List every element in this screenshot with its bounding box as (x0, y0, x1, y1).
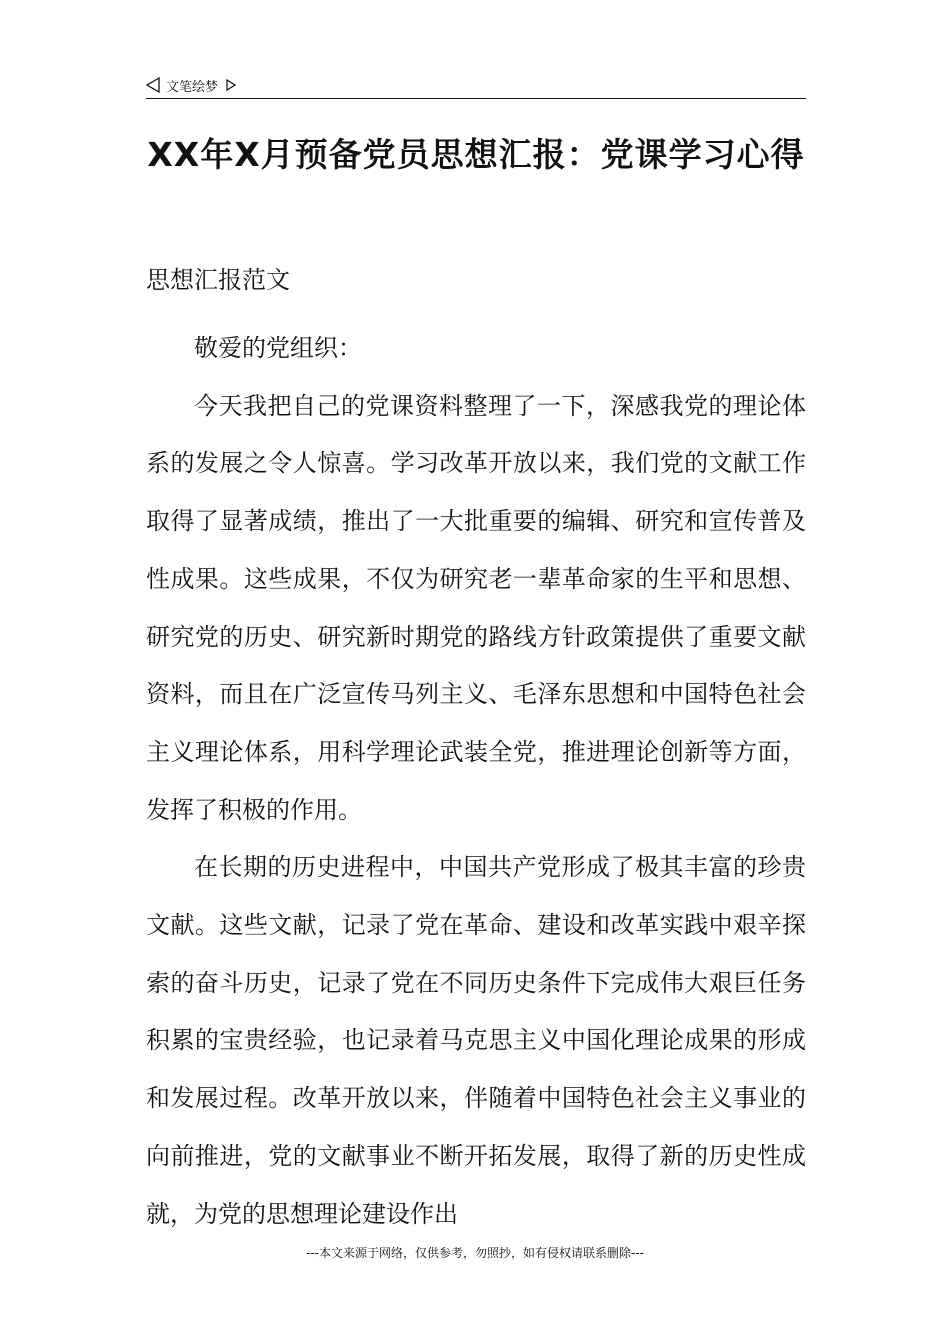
triangle-left-icon (146, 77, 160, 93)
document-title: XX年X月预备党员思想汇报：党课学习心得 (147, 135, 805, 174)
footer-disclaimer: ---本文来源于网络，仅供参考，勿照抄，如有侵权请联系删除--- (306, 1246, 644, 1260)
document-body (146, 320, 806, 1243)
page-header (146, 72, 236, 98)
salutation: 敬爱的党组织： (194, 334, 362, 362)
document-type-label: 思想汇报范文 (146, 266, 290, 294)
header-divider (146, 98, 806, 99)
body-paragraph: 在长期的历史进程中，中国共产党形成了极其丰富的珍贵文献。这些文献，记录了党在革命、建设和改革实践中艰辛探索的奋斗历史，记录了党在不同历史条件下完成伟大艰巨任务积累的宝贵经验，也记录着马克思主义中国化理论成果的形成和发展过程。改革开放以来，伴随着中国特色社会主义事业的向前推进，党的文献事业不断开拓发展，取得了新的历史性成就，为党的思想理论建设作出 (146, 853, 806, 1228)
header-brand: 文笔绘梦 (166, 79, 219, 95)
triangle-right-icon (226, 79, 236, 91)
body-paragraph: 今天我把自己的党课资料整理了一下，深感我党的理论体系的发展之令人惊喜。学习改革开放以来，我们党的文献工作取得了显著成绩，推出了一大批重要的编辑、研究和宣传普及性成果。这些成果，不仅为研究老一辈革命家的生平和思想、研究党的历史、研究新时期党的路线方针政策提供了重要文献资料，而且在广泛宣传马列主义、毛泽东思想和中国特色社会主义理论体系，用科学理论武装全党，推进理论创新等方面，发挥了积极的作用。 (146, 391, 806, 824)
